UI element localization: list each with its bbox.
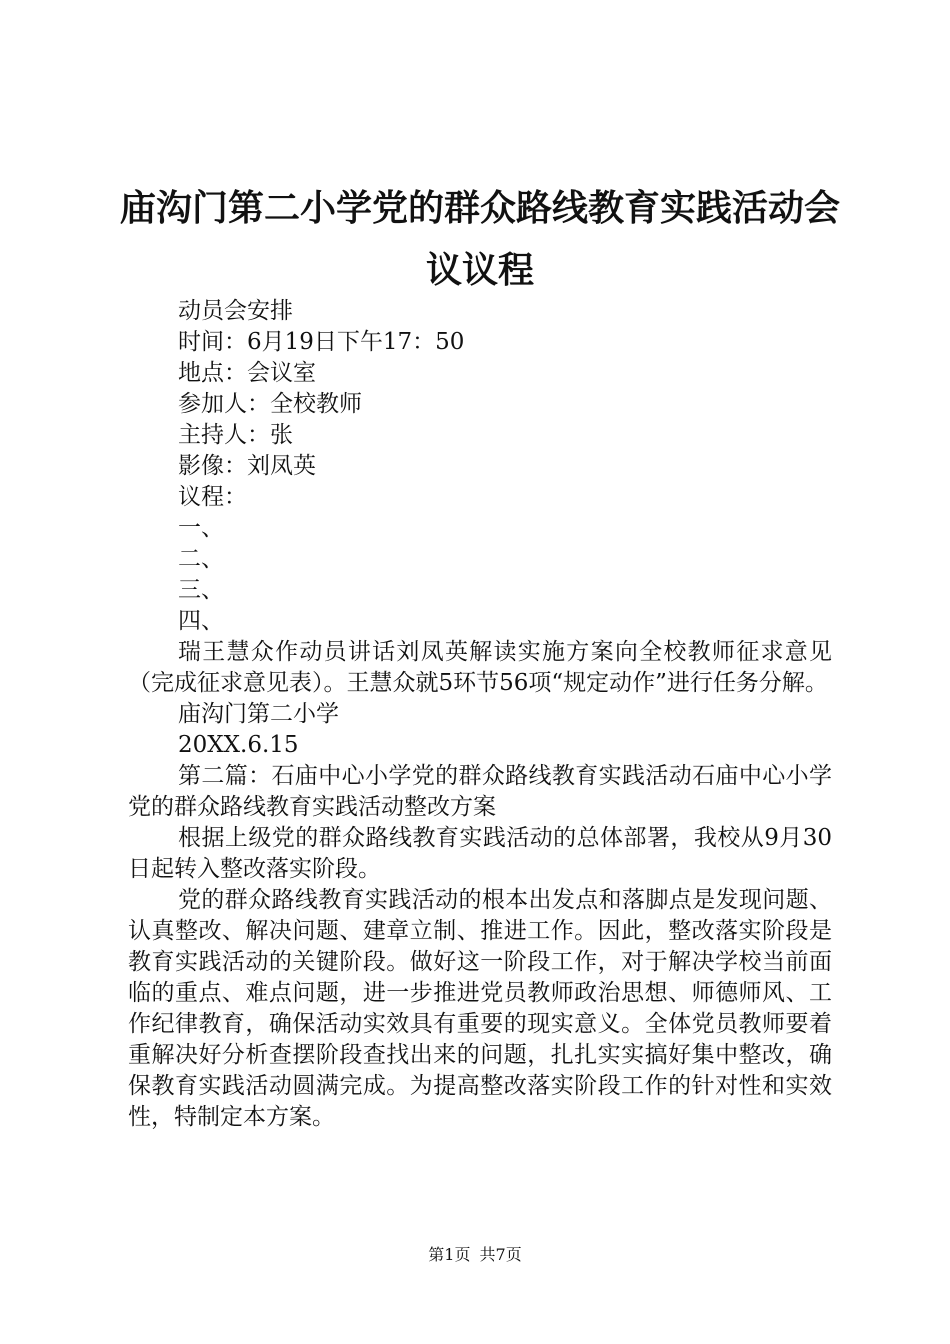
agenda-item-4: 四、 xyxy=(178,608,224,634)
page-total: 共7页 xyxy=(479,1245,522,1264)
line-participants: 参加人：全校教师 xyxy=(178,391,362,417)
paragraph-second-article: 第二篇：石庙中心小学党的群众路线教育实践活动石庙中心小学党的群众路线教育实践活动整改方案 xyxy=(128,763,832,820)
page-number: 第1页 xyxy=(428,1245,471,1264)
paragraph-purpose: 党的群众路线教育实践活动的根本出发点和落脚点是发现问题、认真整改、解决问题、建章立制、推进工作。因此，整改落实阶段是教育实践活动的关键阶段。做好这一阶段工作，对于解决学校当前面临的重点、难点问题，进一步推进党员教师政治思想、师德师风、工作纪律教育，确保活动实效具有重要的现实意义。全体党员教师要着重解决好分析查摆阶段查找出来的问题，扎扎实实搞好集中整改，确保教育实践活动圆满完成。为提高整改落实阶段工作的针对性和实效性，特制定本方案。 xyxy=(128,887,832,1130)
line-time: 时间：6月19日下午17：50 xyxy=(178,329,465,355)
signature-school: 庙沟门第二小学 xyxy=(178,701,339,727)
line-host: 主持人：张 xyxy=(178,422,293,448)
line-video: 影像：刘凤英 xyxy=(178,453,316,479)
agenda-item-2: 二、 xyxy=(178,546,224,572)
document-body xyxy=(128,296,832,1133)
line-meeting-arrangement: 动员会安排 xyxy=(178,298,293,324)
agenda-item-1: 一、 xyxy=(178,515,224,541)
page-footer xyxy=(0,1245,950,1265)
paragraph-deployment: 根据上级党的群众路线教育实践活动的总体部署，我校从9月30日起转入整改落实阶段。 xyxy=(128,825,832,882)
agenda-item-3: 三、 xyxy=(178,577,224,603)
paragraph-agenda-detail: 瑞王慧众作动员讲话刘凤英解读实施方案向全校教师征求意见（完成征求意见表）。王慧众就5环节56项“规定动作”进行任务分解。 xyxy=(128,639,832,696)
line-location: 地点：会议室 xyxy=(178,360,316,386)
line-agenda: 议程： xyxy=(178,484,247,510)
signature-date: 20XX.6.15 xyxy=(178,732,299,758)
document-title: 庙沟门第二小学党的群众路线教育实践活动会议议程 xyxy=(119,188,840,291)
